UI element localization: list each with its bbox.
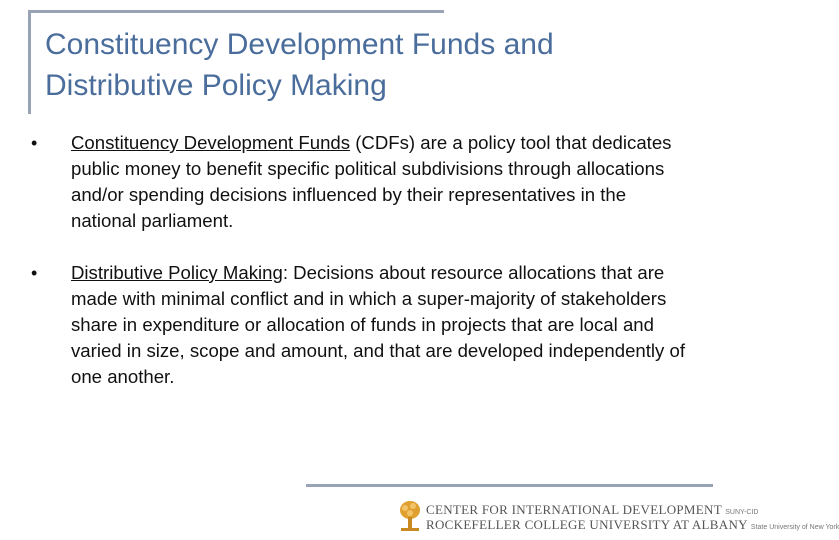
bullet-list (30, 130, 690, 390)
footer-divider (306, 484, 713, 487)
logo-line-1: CENTER FOR INTERNATIONAL DEVELOPMENT SUNY-CID (426, 502, 759, 517)
bullet-distributive (30, 260, 690, 390)
bullet-term: Distributive Policy Making (71, 262, 283, 283)
bullet-term: Constituency Development Funds (71, 132, 351, 153)
title-frame-left (28, 10, 31, 114)
bullet-cdf (30, 130, 690, 234)
bullet-dot-icon: • (31, 263, 38, 283)
logo-line-2: ROCKEFELLER COLLEGE UNIVERSITY AT ALBANY State University of New York (426, 517, 839, 532)
bullet-dot-icon: • (31, 133, 38, 153)
cid-logo (398, 500, 839, 534)
title-frame-top (28, 10, 444, 13)
tree-emblem-icon (398, 500, 422, 532)
slide-title: Constituency Development Funds and Distributive Policy Making (45, 28, 554, 102)
bullet-text: (CDFs) are a policy tool that dedicates public money to benefit specific political subdivisions through allocations and/or spending decisions influenced by their representatives in the national parliament. (71, 132, 672, 231)
bullet-text: : Decisions about resource allocations that are made with minimal conflict and in which a super-majority of stakeholders share in expenditure or allocation of funds in projects that are local and varied in size, scope and amount, and that are developed independently of one another. (71, 262, 686, 387)
